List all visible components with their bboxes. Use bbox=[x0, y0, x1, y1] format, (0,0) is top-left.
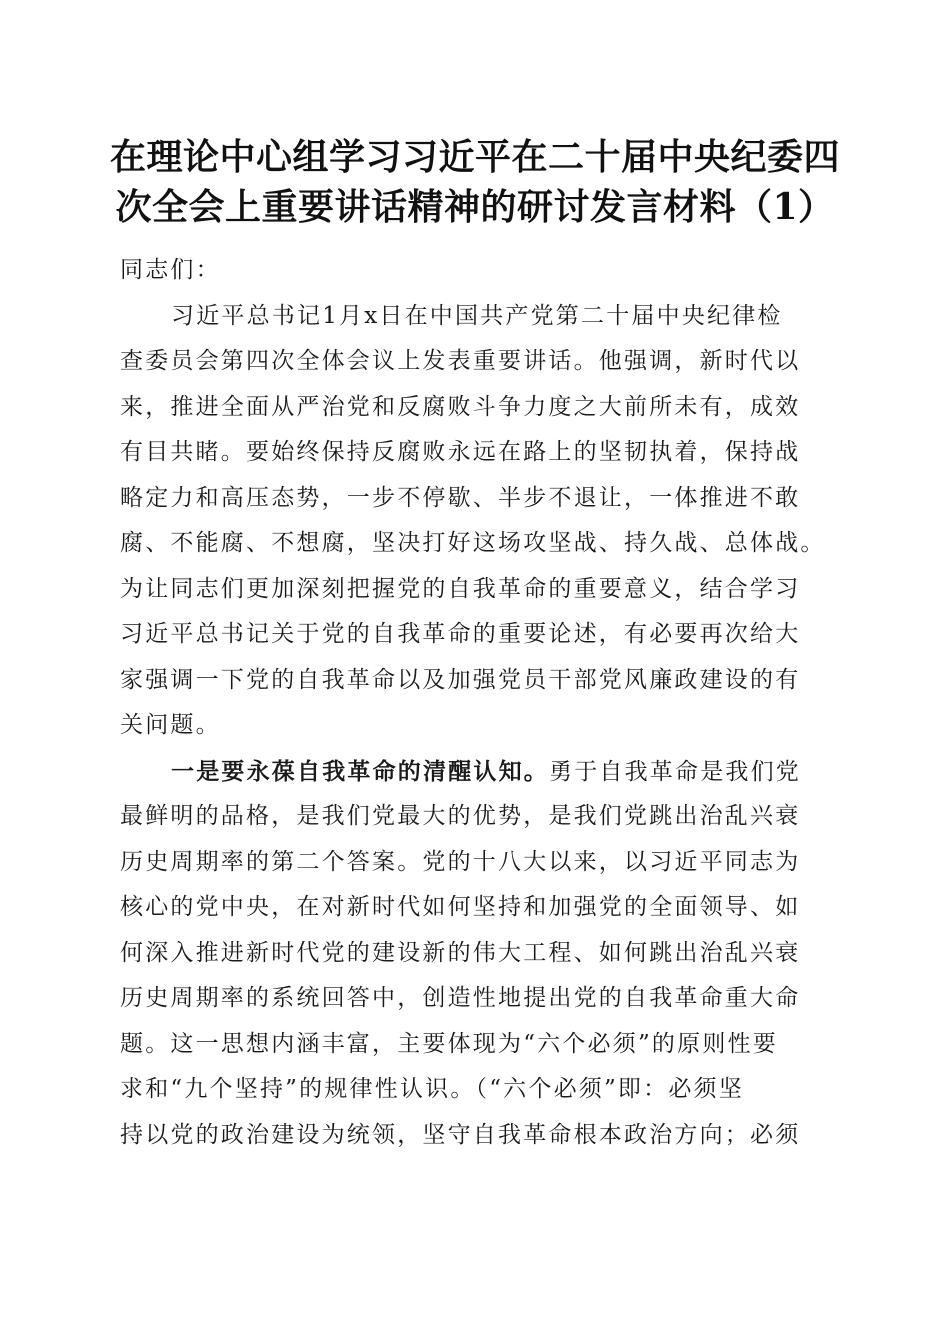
document-title bbox=[110, 132, 840, 232]
salutation: 同志们： bbox=[120, 257, 221, 283]
document-body bbox=[120, 248, 826, 1158]
title-line: 在理论中心组学习习近平在二十届中央纪委四 bbox=[110, 136, 841, 178]
paragraph-line: 腐、不能腐、不想腐，坚决打好这场攻坚战、持久战、总体战。 bbox=[120, 530, 826, 556]
paragraph-text: 勇于自我革命是我们党 bbox=[549, 758, 801, 785]
paragraph-line bbox=[120, 749, 820, 795]
title-line: 次全会上重要讲话精神的研讨发言材料（1） bbox=[115, 186, 835, 228]
paragraph-line: 题。这一思想内涵丰富，主要体现为“六个必须”的原则性要 bbox=[120, 1030, 778, 1057]
paragraph-line: 求和“九个坚持”的规律性认识。（“六个必须”即：必须坚 bbox=[120, 1076, 744, 1102]
paragraph-line: 何深入推进新时代党的建设新的伟大工程、如何跳出治乱兴衰 bbox=[120, 939, 801, 966]
paragraph-line: 核心的党中央，在对新时代如何坚持和加强党的全面领导、如 bbox=[120, 894, 801, 920]
paragraph-line: 略定力和高压态势，一步不停歇、半步不退让，一体推进不敢 bbox=[120, 484, 801, 511]
paragraph-line: 持以党的政治建设为统领，坚守自我革命根本政治方向；必须 bbox=[120, 1121, 801, 1148]
paragraph-line: 关问题。 bbox=[120, 712, 221, 738]
paragraph-line: 为让同志们更加深刻把握党的自我革命的重要意义，结合学习 bbox=[120, 575, 801, 602]
paragraph-line: 来，推进全面从严治党和反腐败斗争力度之大前所未有，成效 bbox=[120, 393, 801, 420]
paragraph-line: 习近平总书记1月x日在中国共产党第二十届中央纪律检 bbox=[171, 302, 783, 329]
paragraph-line: 有目共睹。要始终保持反腐败永远在路上的坚韧执着，保持战 bbox=[120, 439, 801, 465]
paragraph-line: 习近平总书记关于党的自我革命的重要论述，有必要再次给大 bbox=[120, 621, 801, 647]
section-heading: 一是要永葆自我革命的清醒认知。 bbox=[171, 757, 549, 785]
paragraph-line: 历史周期率的第二个答案。党的十八大以来，以习近平同志为 bbox=[120, 848, 801, 875]
paragraph-line: 查委员会第四次全体会议上发表重要讲话。他强调，新时代以 bbox=[120, 348, 801, 374]
paragraph-line: 家强调一下党的自我革命以及加强党员干部党风廉政建设的有 bbox=[120, 666, 801, 693]
paragraph-line: 最鲜明的品格，是我们党最大的优势，是我们党跳出治乱兴衰 bbox=[120, 803, 801, 829]
paragraph-1 bbox=[120, 294, 826, 749]
paragraph-line: 历史周期率的系统回答中，创造性地提出党的自我革命重大命 bbox=[120, 985, 801, 1011]
paragraph-2 bbox=[120, 749, 820, 1159]
